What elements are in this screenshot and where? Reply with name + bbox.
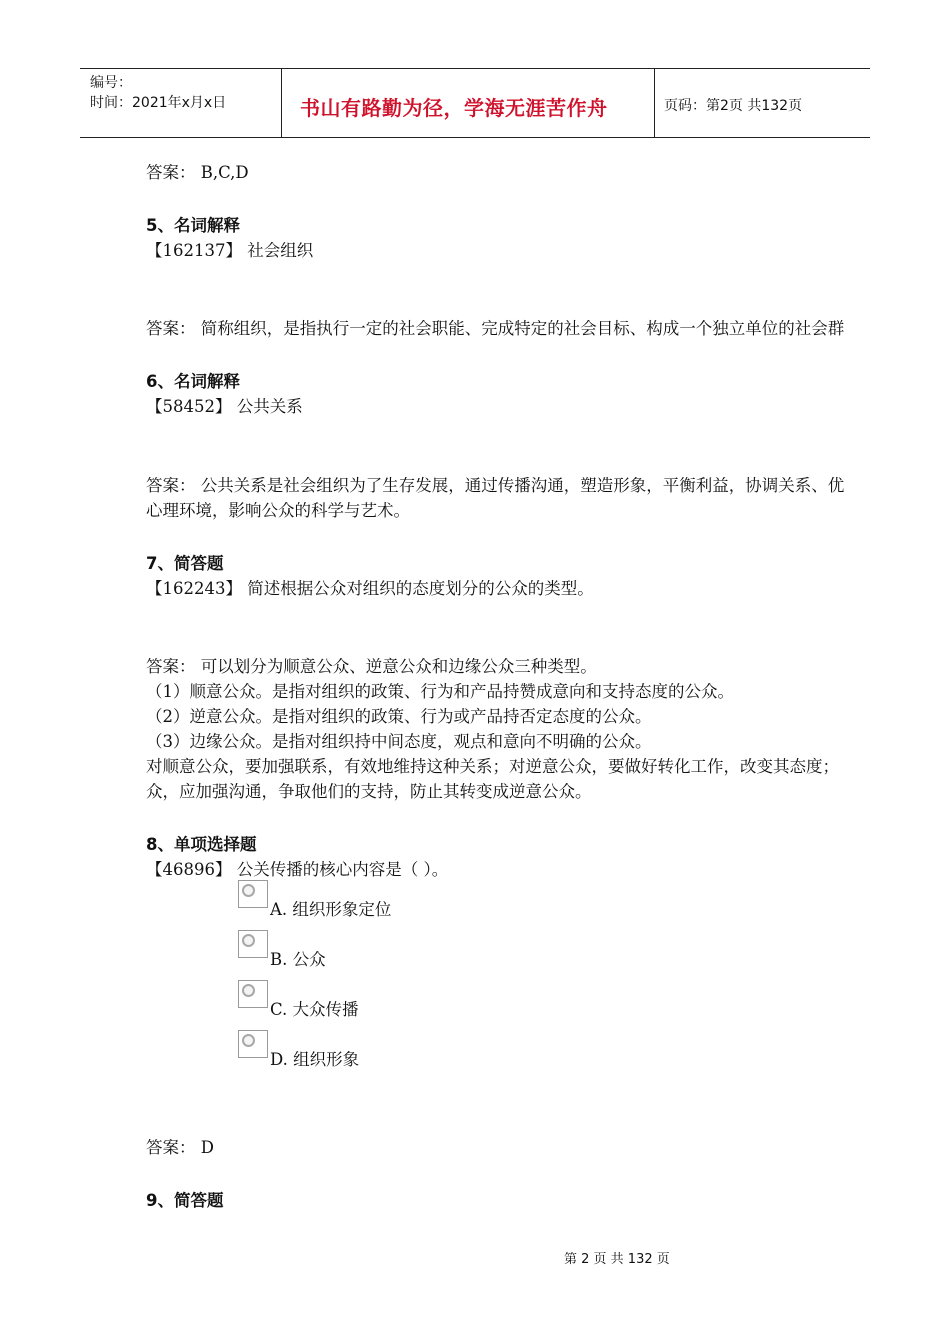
answer-line: 众，应加强沟通，争取他们的支持，防止其转变成逆意公众。 [146,782,592,801]
radio-circle-icon [242,1034,255,1047]
option-c-radio[interactable] [238,980,268,1008]
question-prompt: 【46896】 公关传播的核心内容是（ ）。 [146,860,449,879]
answer-line: 心理环境，影响公众的科学与艺术。 [146,501,410,520]
header-time-label: 时间：2021年x月x日 [90,95,227,111]
option-c-label: C. 大众传播 [270,1000,359,1019]
question-title: 5、名词解释 [146,216,240,235]
prev-answer: 答案： B,C,D [146,163,249,182]
option-a-label: A. 组织形象定位 [270,900,392,919]
header-number-label: 编号： [90,75,132,91]
option-d-radio[interactable] [238,1030,268,1058]
page-footer: 第 2 页 共 132 页 [564,1252,670,1267]
question-title: 9、简答题 [146,1191,224,1210]
header-divider [654,69,655,137]
option-a-radio[interactable] [238,880,268,908]
question-prompt: 【162243】 简述根据公众对组织的态度划分的公众的类型。 [146,579,594,598]
answer-line: （3）边缘公众。是指对组织持中间态度，观点和意向不明确的公众。 [146,732,652,751]
question-title: 7、简答题 [146,554,224,573]
question-title: 6、名词解释 [146,372,240,391]
option-b-radio[interactable] [238,930,268,958]
question-title: 8、单项选择题 [146,835,257,854]
question-prompt: 【162137】 社会组织 [146,241,314,260]
answer-line: 答案： 公共关系是社会组织为了生存发展，通过传播沟通，塑造形象，平衡利益，协调关系、优 [146,476,845,495]
header-divider [281,69,282,137]
answer-line: （2）逆意公众。是指对组织的政策、行为或产品持否定态度的公众。 [146,707,652,726]
radio-circle-icon [242,984,255,997]
header-motto: 书山有路勤为径，学海无涯苦作舟 [300,96,608,120]
radio-circle-icon [242,934,255,947]
radio-circle-icon [242,884,255,897]
answer-line: 答案： 可以划分为顺意公众、逆意公众和边缘公众三种类型。 [146,657,597,676]
option-b-label: B. 公众 [270,950,326,969]
answer-line: （1）顺意公众。是指对组织的政策、行为和产品持赞成意向和支持态度的公众。 [146,682,734,701]
option-d-label: D. 组织形象 [270,1050,360,1069]
answer-text: 答案： D [146,1138,214,1157]
answer-text: 答案： 简称组织，是指执行一定的社会职能、完成特定的社会目标、构成一个独立单位的社会群 [146,319,845,338]
header-page-label: 页码：第2页 共132页 [664,98,803,114]
question-prompt: 【58452】 公共关系 [146,397,303,416]
answer-line: 对顺意公众，要加强联系，有效地维持这种关系；对逆意公众，要做好转化工作，改变其态度； [146,757,839,776]
